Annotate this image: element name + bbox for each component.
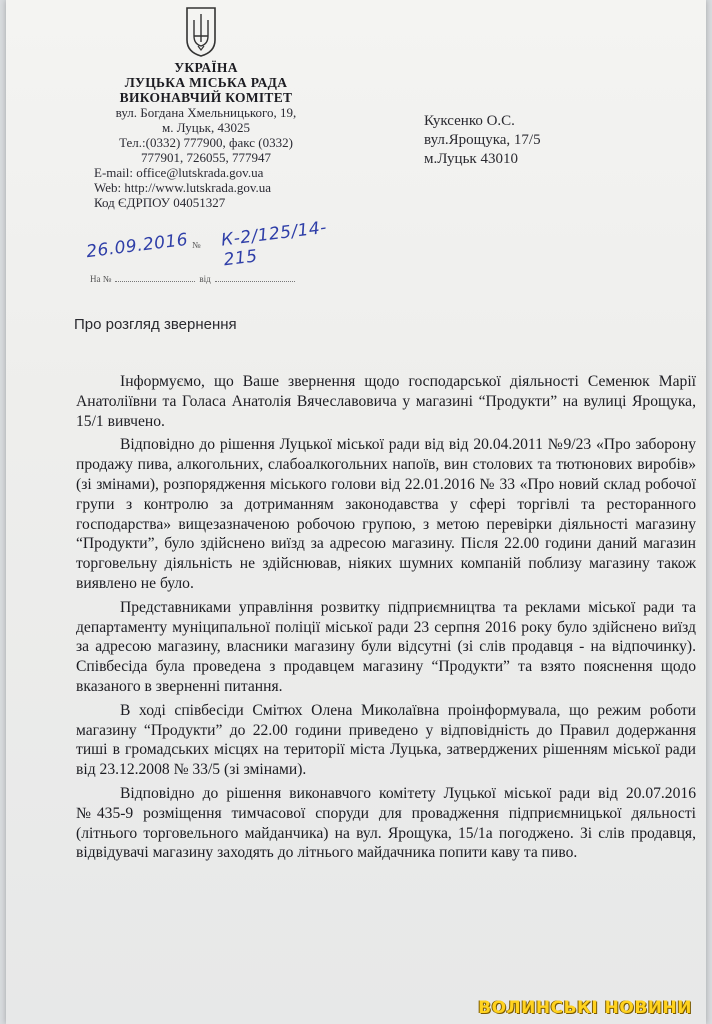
- header-committee: ВИКОНАВЧИЙ КОМІТЕТ: [119, 90, 293, 105]
- recipient-address: [424, 112, 541, 169]
- header-web: Web: http://www.lutskrada.gov.ua: [94, 180, 272, 195]
- header-street: вул. Богдана Хмельницького, 19,: [115, 105, 297, 120]
- header-phone: Тел.:(0332) 777900, факс (0332): [119, 135, 293, 150]
- reference-vid-label: від: [199, 274, 211, 284]
- recipient-name: Куксенко О.С.: [424, 113, 515, 129]
- body-paragraph: Інформуємо, що Ваше звернення щодо господарської діяльності Семенюк Марії Анатоліївни та Голаса Анатолія Вячеславовича у магазині “Продукти” на вулиці Ярощука, 15/1 вивчено.: [76, 373, 696, 430]
- header-phone-cont: 777901, 726055, 777947: [141, 150, 271, 165]
- header-edrpou: Код ЄДРПОУ 04051327: [94, 195, 226, 210]
- trident-coat-of-arms-icon: [184, 6, 218, 58]
- letter-sheet: [6, 0, 706, 1024]
- letter-body: [76, 372, 696, 867]
- body-paragraph: В ході співбесіди Смітюх Олена Миколаївна проінформувала, що режим роботи магазину “Продукти” до 22.00 години приведено у відповідність до Правил додержання тиші в громадських місцях на території міста Луцька, затверджених рішенням міської ради від 23.12.2008 № 33/5 (зі змінами).: [76, 701, 696, 779]
- registration-stamp: [72, 217, 362, 271]
- letterhead: [76, 60, 336, 210]
- header-country: УКРАЇНА: [174, 60, 238, 75]
- header-council: ЛУЦЬКА МІСЬКА РАДА: [124, 75, 288, 90]
- letter-subject: Про розгляд звернення: [74, 316, 237, 333]
- reference-line: [90, 274, 350, 284]
- recipient-city: м.Луцьк 43010: [424, 151, 518, 167]
- registration-no-label: №: [192, 240, 201, 250]
- news-watermark: ВОЛИНСЬКІ НОВИНИ: [478, 998, 692, 1018]
- body-paragraph: Відповідно до рішення Луцької міської ради від від 20.04.2011 №9/23 «Про заборону продажу пива, алкогольних, слабоалкогольних напоїв, вин столових та тютюнових виробів» (зі змінами), розпорядження міського голови від 22.01.2016 № 33 «Про новий склад робочої групи з контролю за дотриманням законодавства у сфері торгівлі та ресторанного господарства» вищезазначеною робочою групою, з метою перевірки діяльності магазину “Продукти”, було здійснено виїзд за адресою магазину. Після 22.00 години даний магазин торговельну діяльність не здійснював, ніяких шумних компаній поблизу магазину також виявлено не було.: [76, 436, 696, 592]
- recipient-street: вул.Ярощука, 17/5: [424, 132, 541, 148]
- body-paragraph: Відповідно до рішення виконавчого комітету Луцької міської ради від 20.07.2016 №435-9 розміщення тимчасової споруди для провадження підприємницької дяльності (літнього торговельного майданчика) на вул. Ярощука, 15/1а погоджено. Зі слів продавця, відвідувачі магазину заходять до літнього майдачника попити каву та пиво.: [76, 784, 696, 862]
- registration-number: К-2/125/14-215: [220, 217, 328, 271]
- registration-date: 26.09.2016: [85, 229, 190, 263]
- header-email: E-mail: office@lutskrada.gov.ua: [94, 165, 264, 180]
- header-city: м. Луцьк, 43025: [162, 120, 250, 135]
- reference-na-label: На №: [90, 274, 112, 284]
- body-paragraph: Представниками управління розвитку підприємництва та реклами міської ради та департаменту муніципальної поліції міської ради 23 серпня 2016 року було здійснено виїзд за адресою магазину, власники магазину були відсутні (зі слів продавця - на відпочинку). Співбесіда була проведена з продавцем магазину “Продукти” та взято пояснення щодо вказаного в зверненні питання.: [76, 598, 696, 695]
